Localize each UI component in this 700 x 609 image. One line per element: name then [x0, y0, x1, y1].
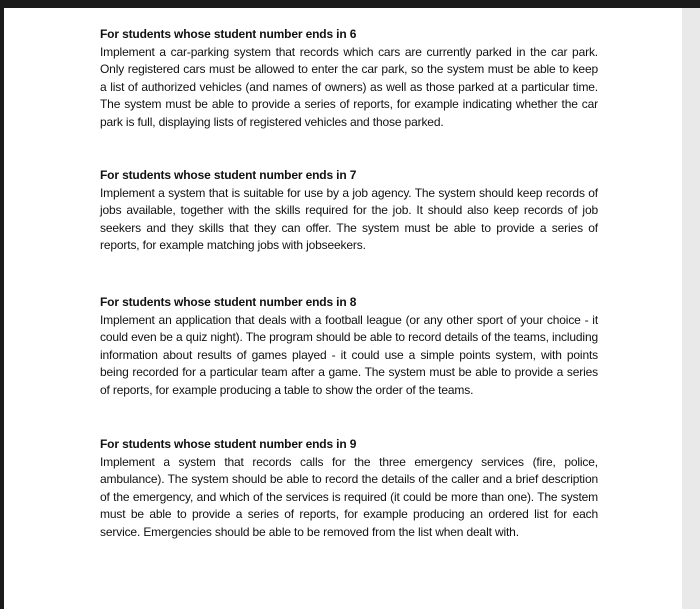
section-body: Implement a car-parking system that records which cars are currently parked in the car park. Only registered cars must be allowed to enter the car park, so the system must be able to keep a list of authorized vehicles (and names of owners) as well as those parked at a particular time. The system must be able to provide a series of reports, for example indicating whether the car park is full, displaying lists of registered vehicles and those parked. — [100, 44, 598, 129]
section-number-7 — [100, 167, 598, 255]
section-heading: For students whose student number ends in 7 — [100, 168, 357, 182]
section-body: Implement a system that records calls for the three emergency services (fire, police, ambulance). The system should be able to record the details of the caller and a brief description of the emergency, and which of the services is required (it could be more than one). The system must be able to provide a series of reports, for example producing an ordered list for each service. Emergencies should be able to be removed from the list when dealt with. — [100, 454, 598, 539]
section-heading: For students whose student number ends in 6 — [100, 27, 357, 41]
section-body: Implement a system that is suitable for use by a job agency. The system should keep records of jobs available, together with the skills required for the job. It should also keep records of job seekers and they skills that they can offer. The system must be able to provide a series of reports, for example matching jobs with jobseekers. — [100, 185, 598, 253]
section-number-6 — [100, 26, 598, 132]
section-number-9 — [100, 436, 598, 542]
section-heading: For students whose student number ends in 9 — [100, 437, 357, 451]
section-body: Implement an application that deals with a football league (or any other sport of your choice - it could even be a quiz night). The program should be able to record details of the teams, including information about results of games played - it could use a simple points system, with points being recorded for a particular team after a game. The system must be able to provide a series of reports, for example producing a table to show the order of the teams. — [100, 312, 598, 397]
section-number-8 — [100, 294, 598, 400]
section-heading: For students whose student number ends in 8 — [100, 295, 357, 309]
page-edge — [682, 8, 700, 609]
